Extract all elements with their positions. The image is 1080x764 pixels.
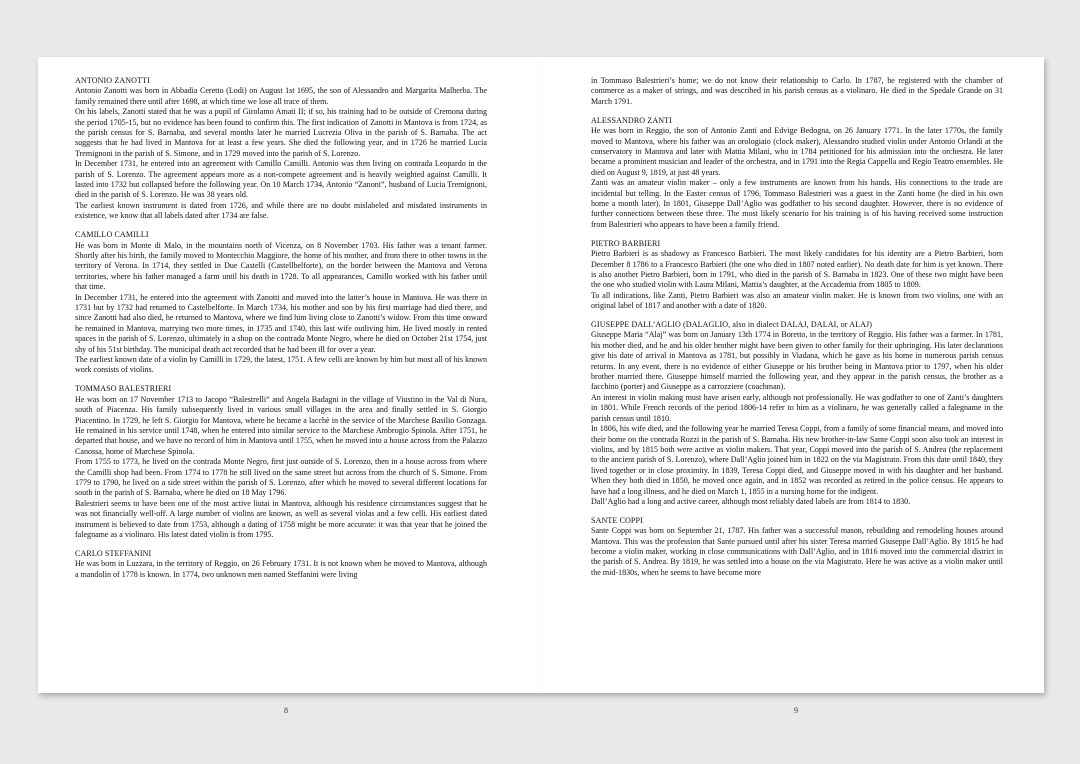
- section-heading: SANTE COPPI: [591, 515, 643, 525]
- biography-section: [75, 549, 487, 580]
- paragraph: Giuseppe Maria “Alaj” was born on January 13th 1774 in Boretto, in the territory of Reggio. His father was a farmer. In 1781, his mother died, and he and his older brother might have been given to other family for their upbringing. His later declarations give his date of arrival in Mantova as 1781, but possibly in Viadana, which he gave as his home in numerous parish census returns. In any event, there is no evidence of either Giuseppe or his brother being in Mantova prior to 1797, when his older brother married there. Giuseppe himself married the following year, and they appear in the parish census, the brother as a facchino (porter) and Giuseppe as a carrozziere (coachman).: [591, 330, 1003, 392]
- book-spread: [38, 57, 1044, 693]
- left-page-number: 8: [284, 706, 288, 715]
- biography-section: [591, 320, 1003, 507]
- right-page-text: [591, 76, 1003, 587]
- paragraph: An interest in violin making must have arisen early, although not professionally. He was godfather to one of Zanti’s daughters in 1801. While French records of the period 1806-14 refer to him as a violinaro, he was generally called a falegname in the parish census until 1810.: [591, 392, 1003, 423]
- biography-section: [591, 239, 1003, 312]
- biography-section: [591, 516, 1003, 578]
- paragraph: Sante Coppi was born on September 21, 1787. His father was a successful mason, rebuilding and remodeling houses around Mantova. This was the profession that Sante pursued until after his sister Teresa married Giuseppe Dall’Aglio. By 1815 he had become a violin maker, working in close communications with Dall’Aglio, and in 1816 moved into the commercial district in the parish of S. Andrea. By 1819, he was settled into a house on the via Magistrato. Here he was active as a violin maker until the mid-1830s, when he seems to have become more: [591, 526, 1003, 577]
- paragraph: The earliest known instrument is dated from 1726, and while there are no doubt mislabeled and misdated instruments in existence, we know that all labels dated after 1734 are false.: [75, 200, 487, 221]
- paragraph: On his labels, Zanotti stated that he was a pupil of Girolamo Amati II; if so, his training had to be outside of Cremona during the period 1705-15, but no evidence has been found to confirm this. The first indication of Zanotti in Mantova is from 1724, as the parish census for S. Barnaba, and several months later he married Lucrezia Oliva in the parish of S. Barnaba. The act suggests that he had lived in Mantova for at least a few years. She died the following year, and in 1726 he married Lucia Tremignoni in the parish of S. Simone, and in 1729 moved into the parish of S. Lorenzo.: [75, 107, 487, 158]
- paragraph: He was born in Reggio, the son of Antonio Zanti and Edvige Bedogna, on 26 January 1771. In the later 1770s, the family moved to Mantova, where his father was an orologiaio (clock maker), Alessandro studied violin under Antonio Orlandi at the conservatory in Mantova and later with Mattia Milani, who in 1784 petitioned for his admission into the orchestra. He later became a prominent musician and leader of the orchestra, and in 1791 into the Regia Cappella and Regio Teatro ensembles. He died on August 9, 1819, at just 48 years.: [591, 126, 1003, 177]
- biography-section: [591, 76, 1003, 107]
- biography-section: [75, 384, 487, 540]
- section-heading: ALESSANDRO ZANTI: [591, 115, 672, 125]
- paragraph: In 1806, his wife died, and the following year he married Teresa Coppi, from a family of some financial means, and moved into their home on the contrada Rozzi in the parish of S. Barnaba. His new brother-in-law Sante Coppi soon also took an interest in violins, and by 1815 both were active as violin makers. That year, Coppi moved into the parish of S. Andrea (the replacement to the ancient parish of S. Lorenzo), where Dall’Aglio joined him in 1822 on the via Magistrato. From this date until 1840, they lived together or in close proximity. In 1839, Teresa Coppi died, and Giuseppe moved in with his daughter and her husband. When they both died in 1850, he moved once again, and in 1852 was recorded as retired in the police census. He appears to have had a long illness, and he died on March 1, 1855 in a nursing home for the indigent.: [591, 424, 1003, 496]
- paragraph: Dall’Aglio had a long and active career, although most reliably dated labels are from 1814 to 1830.: [591, 496, 911, 506]
- section-heading: GIUSEPPE DALL’AGLIO (DALAGLIO, also in dialect DALAJ, DALAI, or ALAJ): [591, 320, 873, 330]
- biography-section: [75, 76, 487, 222]
- section-heading: CAMILLO CAMILLI: [75, 230, 149, 240]
- paragraph: To all indications, like Zanti, Pietro Barbieri was also an amateur violin maker. He is known from two violins, one with an original label of 1817 and another with a date of 1820.: [591, 290, 1003, 311]
- section-heading: CARLO STEFFANINI: [75, 548, 152, 558]
- paragraph: Pietro Barbieri is as shadowy as Francesco Barbieri. The most likely candidates for his identity are a Pietro Barbieri, born December 8 1786 to a Francesco Barbieri (the one who died in 1807 noted earlier). No death date for him is yet known. There is also another Pietro Barbieri, born in 1791, who died in the parish of S. Barnaba in 1823. One of these two might have been the one who studied violin with Laura Milani, Mattia’s daughter, at the Accademia from 1805 to 1809.: [591, 249, 1003, 290]
- paragraph: Antonio Zanotti was born in Abbadia Ceretto (Lodi) on August 1st 1695, the son of Alessandro and Margarita Malherba. The family remained there until after 1698, at which time we lose all trace of them.: [75, 86, 487, 106]
- paragraph: in Tommaso Balestrieri’s home; we do not know their relationship to Carlo. In 1787, he registered with the chamber of commerce as a maker of strings, and was described in his parish census as a violinaro. He died in the Spedale Grande on 31 March 1791.: [591, 76, 1003, 106]
- paragraph: From 1755 to 1773, he lived on the contrada Monte Negro, first just outside of S. Lorenzo, then in a house across from where the Camilli shop had been. From 1774 to 1778 he still lived on the same street but across from the church of S. Simone. From 1779 to 1790, he lived on a side street within the parish of S. Lorenzo, after which he moved to several different locations far south in the parish of S. Barnaba, where he died on 18 May 1796.: [75, 457, 487, 498]
- paragraph: He was born in Luzzara, in the territory of Reggio, on 26 February 1731. It is not known when he moved to Mantova, although a mandolin of 1778 is known. In 1774, two unknown men named Steffanini were living: [75, 559, 487, 579]
- paragraph: The earliest known date of a violin by Camilli in 1729, the latest, 1751. A few celli are known by him but most all of his known work consists of violins.: [75, 355, 487, 375]
- right-page-number: 9: [794, 706, 798, 715]
- paragraph: He was born on 17 November 1713 to Jacopo “Balestrelli” and Angela Badagni in the village of Viustino in the Val di Nura, south of Piacenza. His family subsequently lived in various small villages in the area and finally settled in S. Giorgio Piacentino. In 1729, he left S. Giorgio for Mantova, where he became a lacchè in the service of the Marchese Basilio Gonzaga. He remained in his service until 1748, when he entered into similar service to the Marchese Ambrogio Spinola. After 1751, he departed that house, and we have no record of him in Mantova until 1755, when he moved into a house across from the Palazzo Canossa, home of Marchese Spinola.: [75, 394, 487, 456]
- paragraph: He was born in Monte di Malo, in the mountains north of Vicenza, on 8 November 1703. His father was a tenant farmer. Shortly after his birth, the family moved to Montecchio Maggiore, the home of his mother, and from there to other towns in the territory of Verona. In 1714, they settled in Due Castelli (Castellbelforte), on the border between the Mantova and Verona territories, where his father managed a farm until his death in 1728. To all appearances, Camillo worked with his father until that time.: [75, 240, 487, 292]
- paragraph: Balestrieri seems to have been one of the most active liutai in Mantova, although his residence circumstances suggest that he was not financially well-off. A large number of violins are known, as well as several violas and a few celli. His earliest dated instrument is believed to date from 1753, although a dating of 1758 might be more accurate: it was that year that he joined the falegname as a violinaro. His latest dated violin is from 1795.: [75, 498, 487, 540]
- paragraph: Zanti was an amateur violin maker – only a few instruments are known from his hands. His connections to the trade are incidental but telling. In the Easter census of 1796, Tommaso Balestrieri was a guest in the Zanti home (he died in his own home a month later). In 1801, Giuseppe Dall’Aglio was godfather to his second daughter. However, there is no evidence of further connections between these three. The most likely scenario for his training is of his having received some instruction from Balestrieri who appears to have been a family friend.: [591, 178, 1003, 229]
- section-heading: ANTONIO ZANOTTI: [75, 76, 150, 85]
- section-heading: TOMMASO BALESTRIERI: [75, 384, 172, 394]
- biography-section: [75, 230, 487, 376]
- paragraph: In December 1731, he entered into the agreement with Zanotti and moved into the latter’s house in Mantova. He was there in 1731 but by 1732 had returned to Castelbelforte. In March 1734, his mother and son by his first marriage had died there, and since Zanotti had also died, he returned to Mantova, where we find him living close to Zanotti’s widow. From this time onward he remained in Mantova, marrying two more times, in 1735 and 1740, this last wife outliving him. He lived mostly in rented spaces in the parish of S. Lorenzo, ultimately in a shop on the contrada Monte Negro, where he died on October 21st 1754, just shy of his 51st birthday. The municipal death act recorded that he had been ill for over a year.: [75, 292, 487, 354]
- left-page-text: [75, 76, 487, 589]
- section-heading: PIETRO BARBIERI: [591, 238, 661, 248]
- page-gutter: [541, 57, 542, 693]
- biography-section: [591, 116, 1003, 230]
- paragraph: In December 1731, he entered into an agreement with Camillo Camilli. Antonio was then living on contrada Leopardo in the parish of S. Lorenzo. The agreement appears more as a non-compete agreement and is heavily weighted against Camilli. It lasted into 1732 but collapsed before the following year. On 10 March 1734, Antonio “Zanoni”, husband of Lucia Tremignoni, died in the parish of S. Lorenzo. He was 38 years old.: [75, 159, 487, 200]
